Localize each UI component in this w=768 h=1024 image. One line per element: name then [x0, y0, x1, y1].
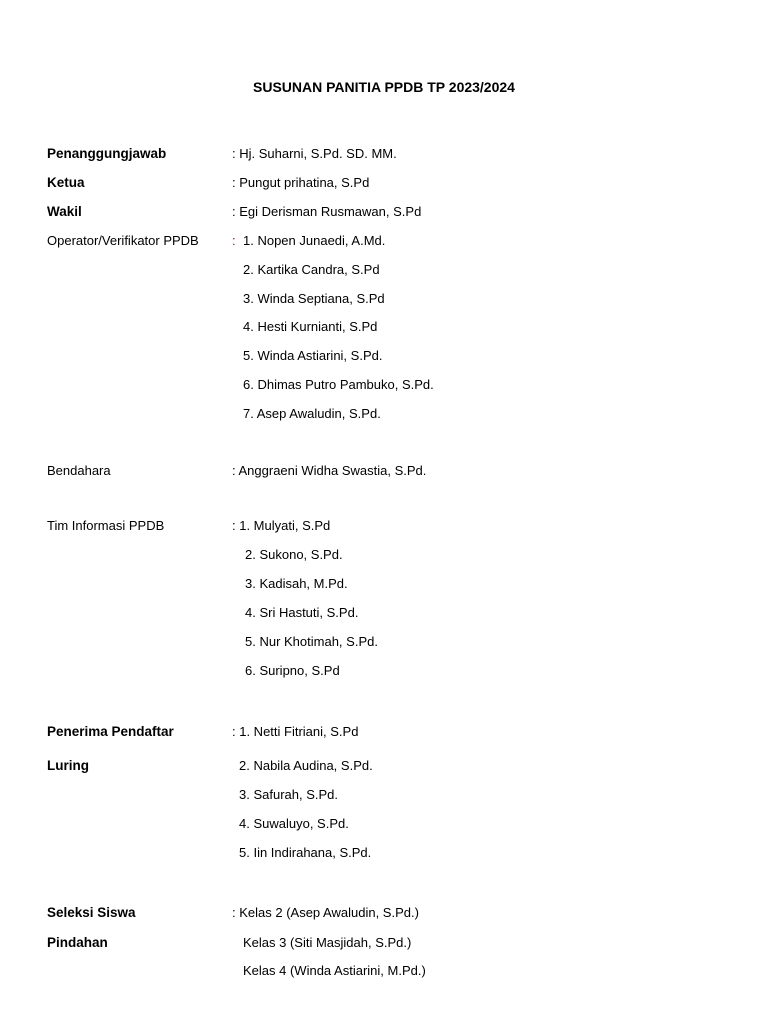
tim-informasi-item: : 1. Mulyati, S.Pd: [232, 518, 331, 533]
penerima-item: 3. Safurah, S.Pd.: [239, 787, 339, 802]
penerima-label-luring: Luring: [47, 758, 89, 773]
operator-item: 4. Hesti Kurnianti, S.Pd: [243, 319, 378, 334]
operator-item: 2. Kartika Candra, S.Pd: [243, 262, 380, 277]
operator-item: 7. Asep Awaludin, S.Pd.: [243, 406, 381, 421]
penanggungjawab-label: Penanggungjawab: [47, 146, 167, 161]
seleksi-item: : Kelas 2 (Asep Awaludin, S.Pd.): [232, 905, 419, 920]
ketua-label: Ketua: [47, 175, 85, 190]
seleksi-item: Kelas 4 (Winda Astiarini, M.Pd.): [243, 963, 426, 978]
penerima-label: Penerima Pendaftar: [47, 724, 174, 739]
tim-informasi-item: 2. Sukono, S.Pd.: [245, 547, 343, 562]
operator-item: 6. Dhimas Putro Pambuko, S.Pd.: [243, 377, 434, 392]
tim-informasi-item: 3. Kadisah, M.Pd.: [245, 576, 348, 591]
operator-label: Operator/Verifikator PPDB: [47, 233, 199, 248]
operator-item: 1. Nopen Junaedi, A.Md.: [243, 233, 386, 248]
penerima-item: : 1. Netti Fitriani, S.Pd: [232, 724, 359, 739]
wakil-label: Wakil: [47, 204, 82, 219]
ketua-value: : Pungut prihatina, S.Pd: [232, 175, 370, 190]
page-title: SUSUNAN PANITIA PPDB TP 2023/2024: [253, 79, 515, 95]
operator-item: 5. Winda Astiarini, S.Pd.: [243, 348, 383, 363]
bendahara-label: Bendahara: [47, 463, 111, 478]
tim-informasi-item: 6. Suripno, S.Pd: [245, 663, 340, 678]
bendahara-value: : Anggraeni Widha Swastia, S.Pd.: [232, 463, 427, 478]
seleksi-label: Seleksi Siswa: [47, 905, 136, 920]
penerima-item: 2. Nabila Audina, S.Pd.: [239, 758, 373, 773]
tim-informasi-item: 4. Sri Hastuti, S.Pd.: [245, 605, 359, 620]
seleksi-item: Kelas 3 (Siti Masjidah, S.Pd.): [243, 935, 412, 950]
wakil-value: : Egi Derisman Rusmawan, S.Pd: [232, 204, 422, 219]
penerima-item: 4. Suwaluyo, S.Pd.: [239, 816, 349, 831]
operator-colon: :: [232, 233, 236, 248]
operator-item: 3. Winda Septiana, S.Pd: [243, 291, 385, 306]
tim-informasi-item: 5. Nur Khotimah, S.Pd.: [245, 634, 378, 649]
seleksi-label-pindahan: Pindahan: [47, 935, 108, 950]
tim-informasi-label: Tim Informasi PPDB: [47, 518, 165, 533]
penanggungjawab-value: : Hj. Suharni, S.Pd. SD. MM.: [232, 146, 397, 161]
penerima-item: 5. Iin Indirahana, S.Pd.: [239, 845, 372, 860]
